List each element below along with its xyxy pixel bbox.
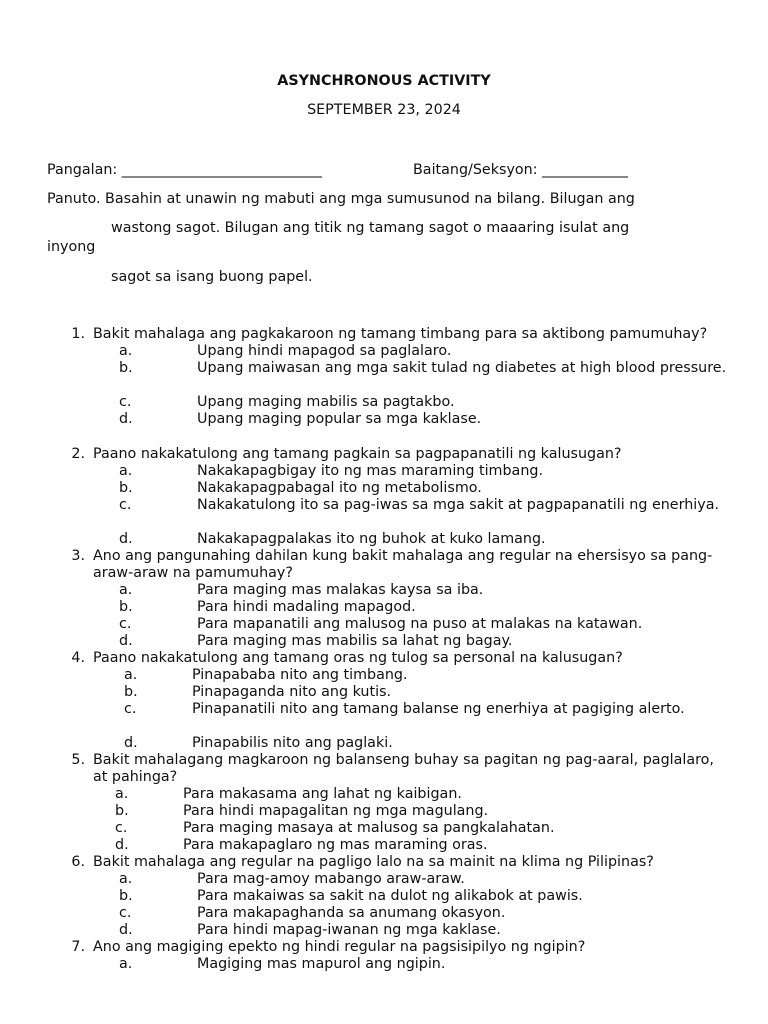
option-letter: c. — [115, 820, 128, 836]
option-letter: a. — [119, 343, 133, 359]
option-a — [69, 343, 729, 360]
option-d — [69, 411, 729, 428]
option-text: Upang maiwasan ang mga sakit tulad ng diabetes at high blood pressure. — [197, 360, 727, 376]
option-text: Para maging mas mabilis sa lahat ng bagay. — [197, 633, 513, 649]
option-text: Para makapaglaro ng mas maraming oras. — [183, 837, 488, 853]
option-b — [69, 360, 729, 394]
option-letter: c. — [119, 394, 132, 410]
option-d — [69, 922, 729, 939]
question-number: 3. — [71, 548, 85, 564]
option-text: Magiging mas mapurol ang ngipin. — [197, 956, 446, 972]
option-text: Para makapaghanda sa anumang okasyon. — [197, 905, 506, 921]
document-title: ASYNCHRONOUS ACTIVITY — [277, 73, 491, 89]
option-letter: a. — [124, 667, 138, 683]
option-text: Pinapababa nito ang timbang. — [192, 667, 408, 683]
instructions-line-3: inyong — [47, 239, 96, 255]
question-6 — [69, 854, 729, 939]
question-text: Bakit mahalaga ang regular na pagligo lalo na sa mainit na klima ng Pilipinas? — [93, 854, 654, 870]
question-7 — [69, 939, 729, 973]
option-d — [69, 531, 729, 548]
option-text: Pinapabilis nito ang paglaki. — [192, 735, 393, 751]
option-letter: a. — [119, 582, 133, 598]
option-letter: d. — [119, 531, 133, 547]
option-text: Para makasama ang lahat ng kaibigan. — [183, 786, 462, 802]
option-letter: d. — [115, 837, 129, 853]
option-text: Upang maging popular sa mga kaklase. — [197, 411, 482, 427]
option-letter: d. — [119, 411, 133, 427]
option-text: Para maging masaya at malusog sa pangkalahatan. — [183, 820, 555, 836]
option-text: Para hindi mapag-iwanan ng mga kaklase. — [197, 922, 501, 938]
question-2 — [69, 446, 729, 548]
option-letter: a. — [115, 786, 129, 802]
question-text: Paano nakakatulong ang tamang pagkain sa pagpapanatili ng kalusugan? — [93, 446, 622, 462]
option-letter: b. — [119, 360, 133, 376]
option-text: Nakakapagpabagal ito ng metabolismo. — [197, 480, 482, 496]
option-a — [69, 956, 729, 973]
option-c — [69, 394, 729, 411]
option-d — [69, 837, 729, 854]
grade-section-field: Baitang/Seksyon: ____________ — [413, 162, 628, 178]
option-d — [69, 633, 729, 650]
option-text: Para makaiwas sa sakit na dulot ng alikabok at pawis. — [197, 888, 583, 904]
option-text: Para mapanatili ang malusog na puso at malakas na katawan. — [197, 616, 643, 632]
option-b — [69, 599, 729, 616]
option-letter: a. — [119, 463, 133, 479]
option-letter: b. — [115, 803, 129, 819]
option-text: Nakakapagbigay ito ng mas maraming timbang. — [197, 463, 543, 479]
option-a — [69, 463, 729, 480]
option-b — [69, 684, 729, 701]
option-letter: d. — [119, 633, 133, 649]
question-3 — [69, 548, 729, 650]
option-letter: b. — [119, 888, 133, 904]
option-c — [69, 497, 729, 531]
document-date: SEPTEMBER 23, 2024 — [307, 102, 461, 118]
question-number: 1. — [71, 326, 85, 342]
option-b — [69, 803, 729, 820]
question-4 — [69, 650, 729, 752]
question-number: 2. — [71, 446, 85, 462]
option-text: Nakakapagpalakas ito ng buhok at kuko lamang. — [197, 531, 546, 547]
option-b — [69, 888, 729, 905]
option-text: Upang maging mabilis sa pagtakbo. — [197, 394, 455, 410]
option-b — [69, 480, 729, 497]
question-number: 7. — [71, 939, 85, 955]
instructions-line-2: wastong sagot. Bilugan ang titik ng tamang sagot o maaaring isulat ang — [111, 220, 630, 236]
option-letter: a. — [119, 956, 133, 972]
question-text: Bakit mahalaga ang pagkakaroon ng tamang timbang para sa aktibong pamumuhay? — [93, 326, 708, 342]
option-text: Para mag-amoy mabango araw-araw. — [197, 871, 465, 887]
question-number: 4. — [71, 650, 85, 666]
option-c — [69, 820, 729, 837]
option-letter: c. — [119, 497, 132, 513]
question-1 — [69, 326, 729, 428]
question-text: Ano ang magiging epekto ng hindi regular na pagsisipilyo ng ngipin? — [93, 939, 586, 955]
instructions-line-1: Panuto. Basahin at unawin ng mabuti ang mga sumusunod na bilang. Bilugan ang — [47, 191, 635, 207]
option-text: Nakakatulong ito sa pag-iwas sa mga sakit at pagpapanatili ng enerhiya. — [197, 497, 720, 513]
option-a — [69, 667, 729, 684]
option-text: Para hindi madaling mapagod. — [197, 599, 416, 615]
option-d — [69, 735, 729, 752]
option-letter: d. — [124, 735, 138, 751]
option-text: Pinapanatili nito ang tamang balanse ng enerhiya at pagiging alerto. — [192, 701, 685, 717]
option-text: Pinapaganda nito ang kutis. — [192, 684, 392, 700]
question-text: Paano nakakatulong ang tamang oras ng tulog sa personal na kalusugan? — [93, 650, 623, 666]
option-letter: c. — [124, 701, 137, 717]
option-letter: b. — [119, 480, 133, 496]
option-a — [69, 786, 729, 803]
option-c — [69, 616, 729, 633]
question-number: 5. — [71, 752, 85, 768]
option-c — [69, 701, 729, 735]
option-letter: d. — [119, 922, 133, 938]
option-text: Para hindi mapagalitan ng mga magulang. — [183, 803, 489, 819]
option-a — [69, 582, 729, 599]
option-letter: b. — [119, 599, 133, 615]
option-letter: c. — [119, 616, 132, 632]
question-number: 6. — [71, 854, 85, 870]
option-letter: c. — [119, 905, 132, 921]
question-text: Ano ang pangunahing dahilan kung bakit mahalaga ang regular na ehersisyo sa pang-araw-araw na pamumuhay? — [93, 548, 713, 581]
question-text: Bakit mahalagang magkaroon ng balanseng buhay sa pagitan ng pag-aaral, paglalaro, at pahinga? — [93, 752, 714, 785]
option-letter: b. — [124, 684, 138, 700]
option-a — [69, 871, 729, 888]
instructions-line-4: sagot sa isang buong papel. — [111, 269, 313, 285]
option-text: Para maging mas malakas kaysa sa iba. — [197, 582, 484, 598]
name-field: Pangalan: ____________________________ — [47, 162, 322, 178]
option-text: Upang hindi mapagod sa paglalaro. — [197, 343, 452, 359]
option-c — [69, 905, 729, 922]
question-5 — [69, 752, 729, 854]
option-letter: a. — [119, 871, 133, 887]
